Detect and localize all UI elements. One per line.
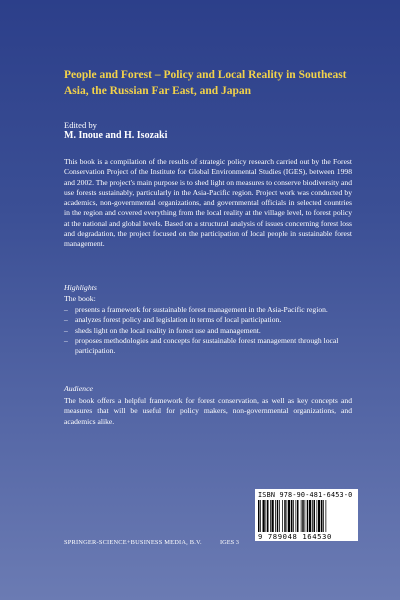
list-item: – analyzes forest policy and legislation in terms of local participation.: [64, 315, 282, 325]
intro-paragraph: This book is a compilation of the results of strategic policy research carried out by the Forest Conservation Project of the Institute for Global Environmental Studies (IGES), between 1998 and 2002. The project's main purpose is to shed light on measures to conserve biodiversity and use forests sustainably, particularly in the Asia-Pacific region. Project work was conducted by academics, non-governmental organizations, and governmental officials in selected countries in the region and covered everything from the local reality at the village level, to forest policy at the national and global levels. Based on a structural analysis of issues concerning forest loss and degradation, the project focused on the participation of local people in sustainable forest management.: [64, 157, 352, 249]
audience-paragraph: The book offers a helpful framework for forest conservation, as well as key concepts and measures that will be useful for policy makers, non-governmental organizations, and academics alike.: [64, 396, 352, 426]
audience-label: Audience: [64, 384, 94, 393]
list-item: – proposes methodologies and concepts for sustainable forest management through local participation.: [64, 335, 339, 356]
barcode-bars: [258, 500, 355, 532]
book-label: The book:: [64, 294, 96, 303]
barcode: [255, 489, 358, 541]
list-item: – presents a framework for sustainable forest management in the Asia-Pacific region.: [64, 305, 328, 314]
highlights-label: Highlights: [64, 283, 97, 292]
book-title: People and Forest – Policy and Local Reality in Southeast Asia, the Russian Far East, and Japan: [64, 69, 347, 97]
highlights-list: [64, 305, 352, 356]
isbn-text: ISBN 978-90-481-6453-0: [258, 491, 353, 499]
list-item: – sheds light on the local reality in forest use and management.: [64, 325, 261, 335]
series-number: IGES 3: [220, 539, 239, 546]
editors: M. Inoue and H. Isozaki: [64, 130, 168, 141]
publisher: SPRINGER-SCIENCE+BUSINESS MEDIA, B.V.: [64, 539, 202, 546]
ean-text: 9 789048 164530: [258, 532, 332, 541]
edited-by-label: Edited by: [64, 120, 97, 130]
